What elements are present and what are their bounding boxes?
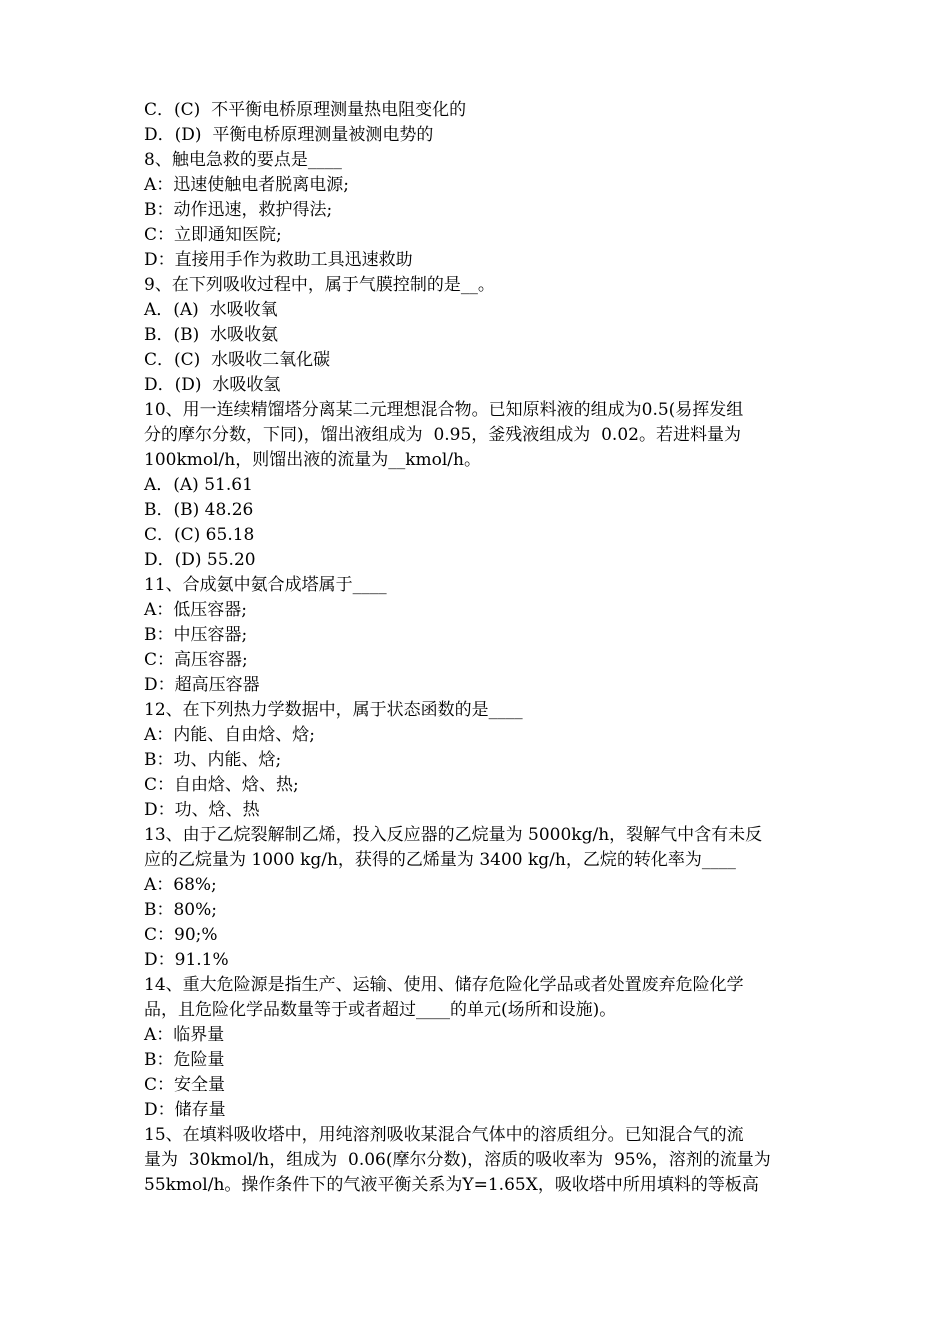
option-line: C：立即通知医院;: [144, 225, 282, 245]
option-line: C．(C) 65.18: [144, 525, 255, 545]
option-line: C：自由焓、焓、热;: [144, 775, 299, 795]
option-line: A：68%;: [144, 875, 217, 895]
option-line: D．(D) 55.20: [144, 550, 256, 570]
question-8: 8、触电急救的要点是____: [144, 150, 342, 170]
option-line: D：功、焓、热: [144, 800, 260, 820]
option-line: C：90;%: [144, 925, 218, 945]
question-15-cont: 量为 30kmol/h，组成为 0.06(摩尔分数)，溶质的吸收率为 95%，溶剂的流量为: [144, 1150, 771, 1170]
question-15-cont: 55kmol/h。操作条件下的气液平衡关系为Y=1.65X，吸收塔中所用填料的等板高: [144, 1175, 759, 1195]
option-line: B．(B) 48.26: [144, 500, 254, 520]
option-line: C：高压容器;: [144, 650, 248, 670]
option-line: B．(B) 水吸收氨: [144, 325, 279, 345]
question-14-cont: 品，且危险化学品数量等于或者超过____的单元(场所和设施)。: [144, 1000, 617, 1020]
document-body: [144, 98, 820, 1198]
option-line: C：安全量: [144, 1075, 226, 1095]
option-line: D．(D) 水吸收氢: [144, 375, 281, 395]
option-line: A：内能、自由焓、焓;: [144, 725, 316, 745]
question-11: 11、合成氨中氨合成塔属于____: [144, 575, 387, 595]
option-line: D：直接用手作为救助工具迅速救助: [144, 250, 413, 270]
option-line: D：91.1%: [144, 950, 229, 970]
question-9: 9、在下列吸收过程中，属于气膜控制的是__。: [144, 275, 495, 295]
question-15: 15、在填料吸收塔中，用纯溶剂吸收某混合气体中的溶质组分。已知混合气的流: [144, 1125, 744, 1145]
option-line: B：危险量: [144, 1050, 225, 1070]
question-10-cont: 分的摩尔分数，下同)，馏出液组成为 0.95，釜残液组成为 0.02。若进料量为: [144, 425, 741, 445]
option-line: B：功、内能、焓;: [144, 750, 282, 770]
question-10: 10、用一连续精馏塔分离某二元理想混合物。已知原料液的组成为0.5(易挥发组: [144, 400, 744, 420]
option-line: B：中压容器;: [144, 625, 248, 645]
text-line: C．(C) 不平衡电桥原理测量热电阻变化的: [144, 100, 467, 120]
text-line: D．(D) 平衡电桥原理测量被测电势的: [144, 125, 434, 145]
option-line: A：临界量: [144, 1025, 225, 1045]
question-13: 13、由于乙烷裂解制乙烯，投入反应器的乙烷量为 5000kg/h，裂解气中含有未反: [144, 825, 763, 845]
option-line: C．(C) 水吸收二氧化碳: [144, 350, 331, 370]
option-line: B：动作迅速，救护得法;: [144, 200, 333, 220]
option-line: D：储存量: [144, 1100, 226, 1120]
option-line: A．(A) 51.61: [144, 475, 253, 495]
question-13-cont: 应的乙烷量为 1000 kg/h，获得的乙烯量为 3400 kg/h，乙烷的转化率为____: [144, 850, 736, 870]
option-line: B：80%;: [144, 900, 218, 920]
question-12: 12、在下列热力学数据中，属于状态函数的是____: [144, 700, 523, 720]
question-10-cont: 100kmol/h，则馏出液的流量为__kmol/h。: [144, 450, 481, 470]
option-line: A：迅速使触电者脱离电源;: [144, 175, 350, 195]
option-line: A：低压容器;: [144, 600, 248, 620]
option-line: D：超高压容器: [144, 675, 260, 695]
option-line: A．(A) 水吸收氧: [144, 300, 278, 320]
question-14: 14、重大危险源是指生产、运输、使用、储存危险化学品或者处置废弃危险化学: [144, 975, 744, 995]
